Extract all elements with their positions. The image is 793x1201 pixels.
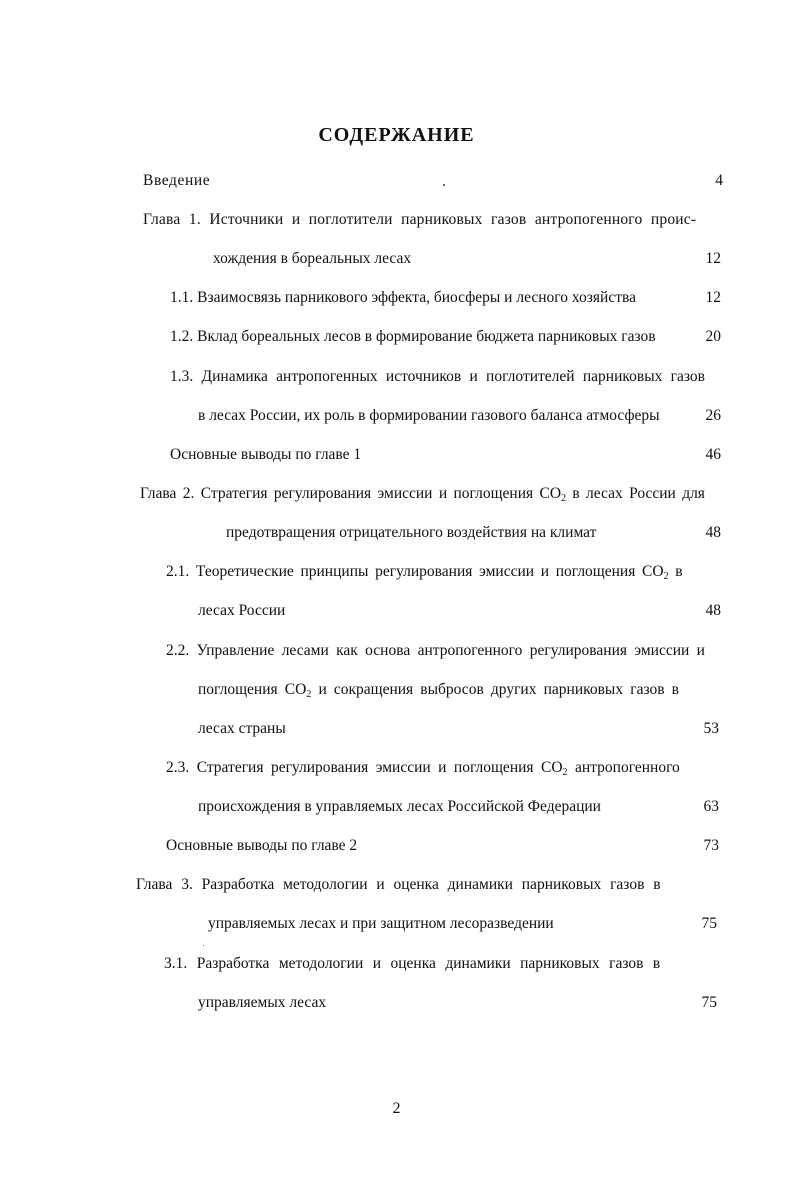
toc-page-number: 48 [705,524,721,541]
page-number: 2 [392,1100,401,1117]
toc-page-number: 48 [705,602,721,619]
toc-entry-section-2-2: 2.2. Управление лесами как основа антропогенного регулирования эмиссии и [166,642,705,659]
toc-page-number: 73 [703,837,719,854]
toc-page-number: 12 [705,289,721,306]
toc-page-number: 12 [705,250,721,267]
toc-entry-section-2-3: 2.3. Стратегия регулирования эмиссии и поглощения $CO_2$ антропогенного [166,759,680,778]
toc-entry-section-1-3: 1.3. Динамика антропогенных источников и поглотителей парниковых газов [170,368,705,385]
toc-entry-section-2-3-cont: происхождения в управляемых лесах Российской Федерации [198,798,601,815]
toc-entry-chapter-1-cont: хождения в бореальных лесах [213,250,412,267]
toc-entry-section-1-3-cont: в лесах России, их роль в формировании газового баланса атмосферы [198,407,660,424]
toc-entry-chapter-3-cont: управляемых лесах и при защитном лесоразведении [208,915,554,932]
scan-speck [203,945,204,946]
toc-entry-chapter-2-cont: предотвращения отрицательного воздействия на климат [226,524,597,541]
toc-page-number: 75 [701,994,717,1011]
toc-entry-introduction: Введение [143,172,211,189]
toc-page-number: 26 [705,407,721,424]
toc-entry-chapter-3: Глава 3. Разработка методологии и оценка динамики парниковых газов в [136,876,661,893]
toc-page-number: 53 [703,720,719,737]
toc-page-number: 75 [701,915,717,932]
toc-entry-section-2-1-cont: лесах России [198,602,286,619]
toc-entry-chapter-2: Глава 2. Стратегия регулирования эмиссии и поглощения $CO_2$ в лесах России для [140,485,705,504]
toc-entry-section-3-1: 3.1. Разработка методологии и оценка динамики парниковых газов в [164,955,661,972]
toc-entry-section-3-1-cont: управляемых лесах [198,994,327,1011]
toc-page-number: 20 [705,328,721,345]
toc-entry-section-2-1: 2.1. Теоретические принципы регулирования эмиссии и поглощения $CO_2$ в [166,563,683,582]
toc-page-number: 63 [703,798,719,815]
scan-speck [443,184,445,186]
toc-entry-conclusions-2: Основные выводы по главе 2 [166,837,358,854]
toc-entry-section-2-2-cont: поглощения $CO_2$ и сокращения выбросов других парниковых газов в [198,681,679,700]
toc-page-number: 4 [715,172,723,189]
page-title: СОДЕРЖАНИЕ [318,124,475,146]
toc-entry-section-1-1: 1.1. Взаимосвязь парникового эффекта, биосферы и лесного хозяйства [170,289,636,306]
toc-entry-conclusions-1: Основные выводы по главе 1 [170,446,362,463]
toc-entry-section-2-2-cont2: лесах страны [198,720,286,737]
toc-page-number: 46 [705,446,721,463]
toc-entry-chapter-1: Глава 1. Источники и поглотители парниковых газов антропогенного проис- [143,211,697,228]
toc-entry-section-1-2: 1.2. Вклад бореальных лесов в формирование бюджета парниковых газов [170,328,656,345]
